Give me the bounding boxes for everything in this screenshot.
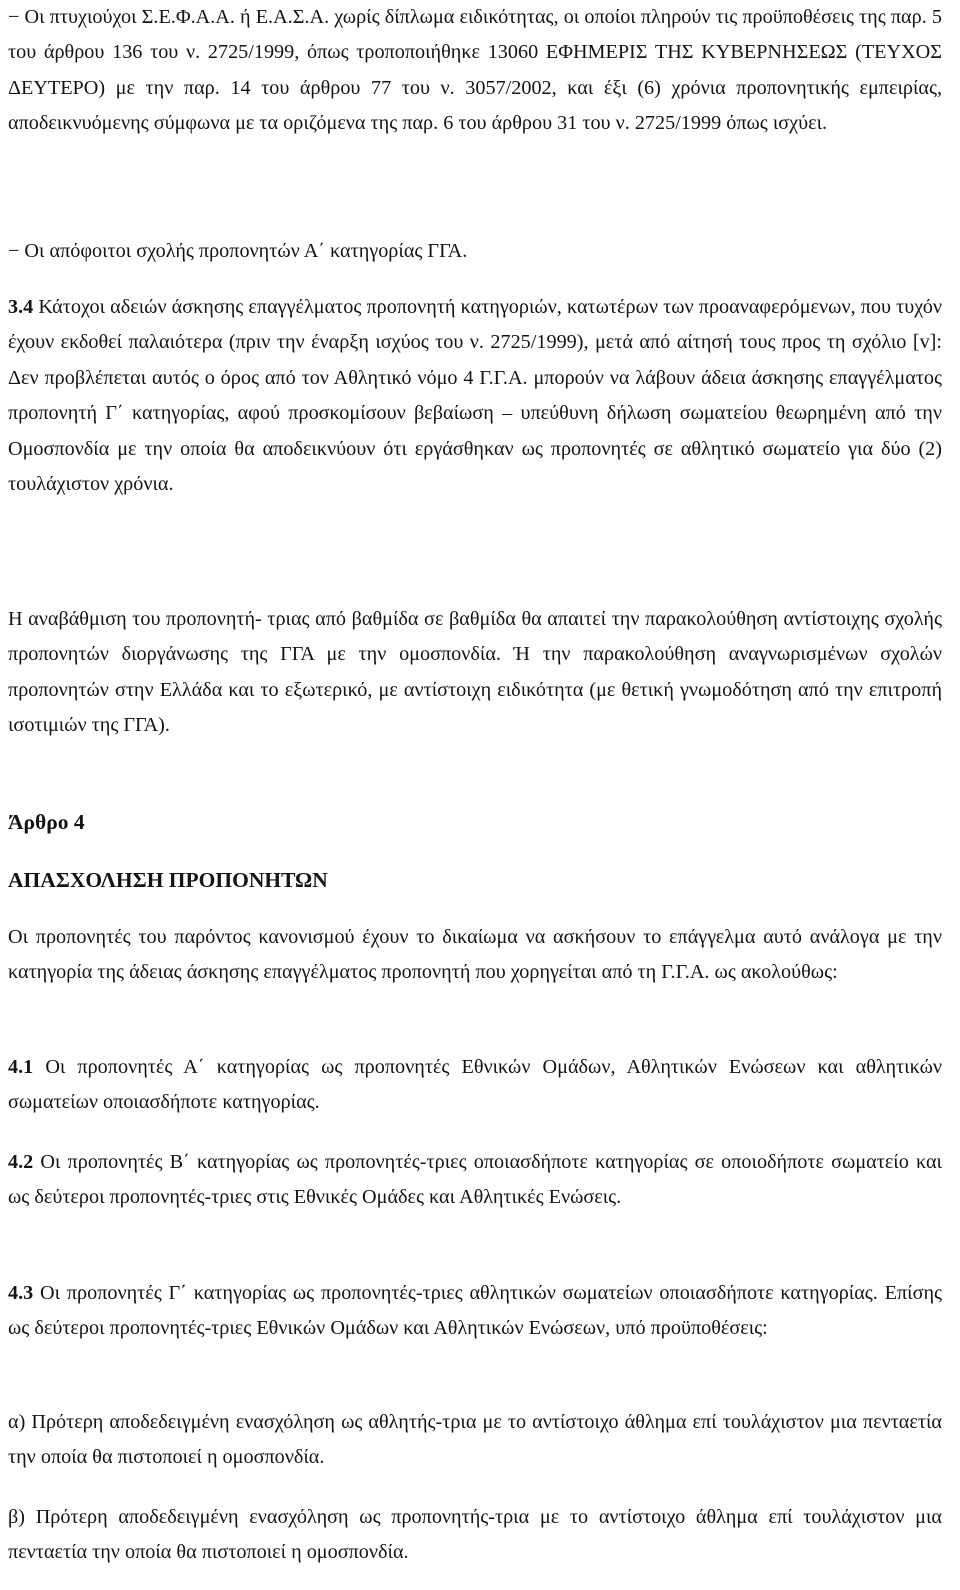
section-number: 3.4 [8,296,34,318]
condition-a: α) Πρότερη αποδεδειγμένη ενασχόληση ως αθλητής-τρια με το αντίστοιχο άθλημα επί τουλάχιστον μια πενταετία την οποία θα πιστοποιεί η ομοσπονδία. [8,1411,942,1469]
section-text: Οι προπονητές Β΄ κατηγορίας ως προπονητές-τριες οποιασδήποτε κατηγορίας σε οποιοδήποτε σωματείο και ως δεύτεροι προπονητές-τριες στις Εθνικές Ομάδες και Αθλητικές Ενώσεις. [8,1151,942,1209]
paragraph-upgrade: Η αναβάθμιση του προπονητή- τριας από βαθμίδα σε βαθμίδα θα απαιτεί την παρακολούθηση αντίστοιχης σχολής προπονητών διοργάνωσης της ΓΓΑ με την ομοσπονδία. Ή την παρακολούθηση αναγνωρισμένων σχολών προπονητών στην Ελλάδα και το εξωτερικό, με αντίστοιχη ειδικότητα (με θετική γνωμοδότηση από την επιτροπή ισοτιμιών της ΓΓΑ). [8,608,942,737]
section-4-1 [8,1050,942,1121]
section-3-4 [8,290,942,502]
section-text: Οι προπονητές Α΄ κατηγορίας ως προπονητές Εθνικών Ομάδων, Αθλητικών Ενώσεων και αθλητικών σωματείων οποιασδήποτε κατηγορίας. [8,1056,942,1114]
section-4-2 [8,1145,942,1216]
section-text: Κάτοχοι αδειών άσκησης επαγγέλματος προπονητή κατηγοριών, κατωτέρων των προαναφερόμενων, που τυχόν έχουν εκδοθεί παλαιότερα (πριν την έναρξη ισχύος του ν. 2725/1999), μετά από αίτησή τους προς τη σχόλιο [v]: Δεν προβλέπεται αυτός ο όρος από τον Αθλητικό νόμο 4 Γ.Γ.Α. μπορούν να λάβουν άδεια άσκησης επαγγέλματος προπονητή Γ΄ κατηγορίας, αφού προσκομίσουν βεβαίωση – υπεύθυνη δήλωση σωματείου θεωρημένη από την Ομοσπονδία με την οποία θα αποδεικνύουν ότι εργάσθηκαν ως προπονητές σε αθλητικό σωματείο για δύο (2) τουλάχιστον χρόνια. [8,296,942,496]
section-number: 4.1 [8,1056,34,1078]
section-number: 4.3 [8,1282,34,1304]
bullet-graduates-coach-school: − Οι απόφοιτοι σχολής προπονητών Α΄ κατηγορίας ΓΓΑ. [8,240,468,262]
article-title: Άρθρο 4 [8,810,85,834]
article-heading: ΑΠΑΣΧΟΛΗΣΗ ΠΡΟΠΟΝΗΤΩΝ [8,868,328,892]
section-text: Οι προπονητές Γ΄ κατηγορίας ως προπονητές-τριες αθλητικών σωματείων οποιασδήποτε κατηγορίας. Επίσης ως δεύτεροι προπονητές-τριες Εθνικών Ομάδων και Αθλητικών Ενώσεων, υπό προϋποθέσεις: [8,1282,942,1340]
bullet-graduates-sefaa: − Οι πτυχιούχοι Σ.Ε.Φ.Α.Α. ή Ε.Α.Σ.Α. χωρίς δίπλωμα ειδικότητας, οι οποίοι πληρούν τις προϋποθέσεις της παρ. 5 του άρθρου 136 του ν. 2725/1999, όπως τροποποιήθηκε 13060 ΕΦΗΜΕΡΙΣ ΤΗΣ ΚΥΒΕΡΝΗΣΕΩΣ (ΤΕΥΧΟΣ ΔΕΥΤΕΡΟ) με την παρ. 14 του άρθρου 77 του ν. 3057/2002, και έξι (6) χρόνια προπονητικής εμπειρίας, αποδεικνυόμενης σύμφωνα με τα οριζόμενα της παρ. 6 του άρθρου 31 του ν. 2725/1999 όπως ισχύει. [8,6,942,135]
condition-b: β) Πρότερη αποδεδειγμένη ενασχόληση ως προπονητής-τρια με το αντίστοιχο άθλημα επί τουλάχιστον μια πενταετία την οποία θα πιστοποιεί η ομοσπονδία. [8,1506,942,1564]
section-4-3 [8,1276,942,1347]
section-number: 4.2 [8,1151,34,1173]
article-intro: Οι προπονητές του παρόντος κανονισμού έχουν το δικαίωμα να ασκήσουν το επάγγελμα αυτό ανάλογα με την κατηγορία της άδειας άσκησης επαγγέλματος προπονητή που χορηγείται από τη Γ.Γ.Α. ως ακολούθως: [8,926,942,984]
